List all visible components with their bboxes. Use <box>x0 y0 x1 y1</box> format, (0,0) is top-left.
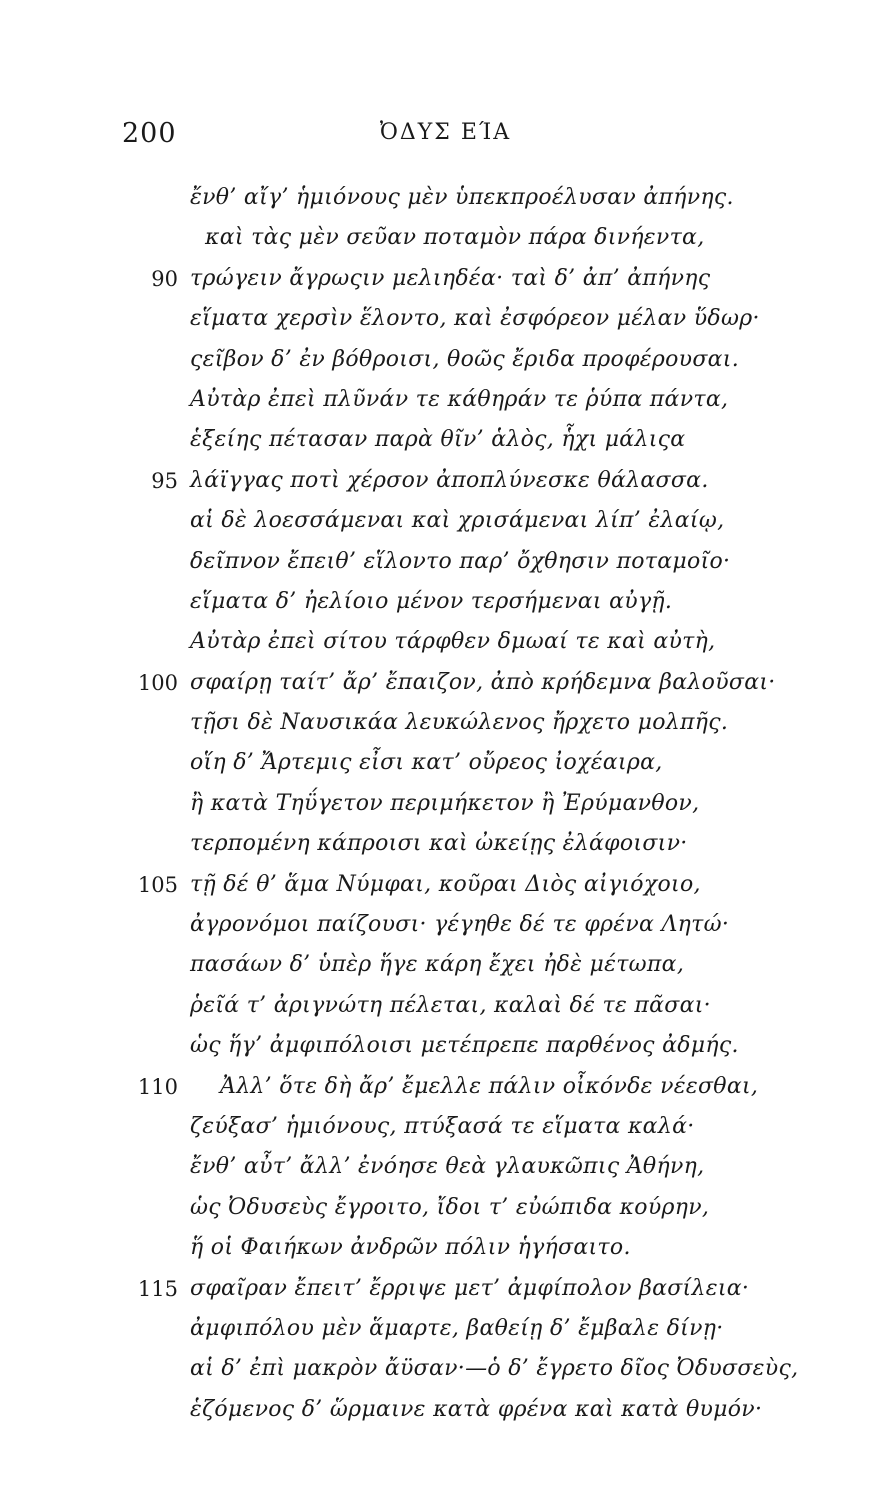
verse-line <box>0 582 891 622</box>
verse-line <box>0 542 891 582</box>
verse-text: Αὐτὰρ ἐπεὶ σίτου τάρφθεν δμωαί τε καὶ αὐτὴ, <box>190 629 716 655</box>
verse-line <box>0 1349 891 1389</box>
verse-text: τῇ δέ θ’ ἅμα Νύμφαι, κοῦραι Διὸς αἰγιόχοιο, <box>190 871 701 897</box>
verse-text: ζεύξασ’ ἡμιόνους, πτύξασά τε εἵματα καλά· <box>190 1113 695 1139</box>
verse-text: τῇσι δὲ Ναυσικάα λευκώλενος ἤρχετο μολπῆς. <box>190 710 729 736</box>
verse-line <box>0 663 891 703</box>
verse-text: ςεῖβον δ’ ἐν βόθροισι, θοῶς ἔριδα προφέρουσαι. <box>190 346 740 372</box>
page-number: 200 <box>122 118 177 149</box>
verse-text: σφαῖραν ἔπειτ’ ἔρριψε μετ’ ἀμφίπολον βασίλεια· <box>190 1275 750 1301</box>
running-title: ὈΔΥΣ ΕΊΑ <box>379 120 512 145</box>
verse-text: εἵματα χερσὶν ἕλοντο, καὶ ἐσφόρεον μέλαν ὕδωρ· <box>190 306 760 332</box>
verse-text: ἔνθ’ αὖτ’ ἄλλ’ ἐνόησε θεὰ γλαυκῶπις Ἀθήνη, <box>190 1154 705 1180</box>
verse-line <box>0 218 891 258</box>
verse-text: ἑζόμενος δ’ ὥρμαινε κατὰ φρένα καὶ κατὰ θυμόν· <box>190 1396 763 1422</box>
verse-text: λάϊγγας ποτὶ χέρσον ἀποπλύνεσκε θάλασσα. <box>190 467 709 493</box>
verse-text: σφαίρῃ ταίτ’ ἄρ’ ἔπαιζον, ἀπὸ κρήδεμνα βαλοῦσαι· <box>190 669 776 695</box>
verse-text: πασάων δ’ ὑπὲρ ἥγε κάρη ἔχει ἠδὲ μέτωπα, <box>190 952 685 978</box>
verse-line <box>0 259 891 299</box>
verse-line <box>0 420 891 460</box>
verse-line <box>0 1188 891 1228</box>
verse-line <box>0 703 891 743</box>
verse-line <box>0 178 891 218</box>
verse-text: ἀμφιπόλου μὲν ἅμαρτε, βαθείῃ δ’ ἔμβαλε δίνῃ· <box>190 1315 724 1341</box>
line-number: 95 <box>151 468 178 493</box>
verse-line <box>0 905 891 945</box>
verse-line <box>0 461 891 501</box>
line-number: 110 <box>137 1074 178 1099</box>
line-number: 90 <box>151 266 178 291</box>
verse-text: Ἀλλ’ ὅτε δὴ ἄρ’ ἔμελλε πάλιν οἶκόνδε νέεσθαι, <box>220 1073 759 1099</box>
verse-text: ἑξείης πέτασαν παρὰ θῖν’ ἁλὸς, ἧχι μάλιςα <box>190 427 686 453</box>
verse-text: τερπομένη κάπροισι καὶ ὠκείῃς ἐλάφοισιν· <box>190 831 688 857</box>
verse-text: ῥεῖά τ’ ἀριγνώτη πέλεται, καλαὶ δέ τε πᾶσαι· <box>190 992 711 1018</box>
verse-text: Αὐτὰρ ἐπεὶ πλῦνάν τε κάθηράν τε ῥύπα πάντα, <box>190 386 729 412</box>
verse-line <box>0 501 891 541</box>
verse-text: ὡς Ὀδυσεὺς ἔγροιτο, ἴδοι τ’ εὐώπιδα κούρην, <box>190 1194 710 1220</box>
verse-text: ἔνθ’ αἴγ’ ἡμιόνους μὲν ὑπεκπροέλυσαν ἀπήνης. <box>190 185 734 210</box>
verse-line <box>0 1026 891 1066</box>
page-header <box>0 112 891 162</box>
verse-line <box>0 743 891 783</box>
verse-text: καὶ τὰς μὲν σεῦαν ποταμὸν πάρα δινήεντα, <box>205 225 705 251</box>
line-number: 105 <box>137 872 178 897</box>
verse-line <box>0 380 891 420</box>
verse-line <box>0 1390 891 1430</box>
verse-line <box>0 1269 891 1309</box>
verse-text: αἱ δ’ ἐπὶ μακρὸν ἄϋσαν·—ὁ δ’ ἔγρετο δῖος Ὀδυσσεὺς, <box>190 1356 799 1382</box>
verse-text: εἵματα δ’ ἠελίοιο μένον τερσήμεναι αὐγῇ. <box>190 588 673 614</box>
line-number: 115 <box>137 1276 178 1301</box>
verse-text: ἥ οἱ Φαιήκων ἀνδρῶν πόλιν ἡγήσαιτο. <box>190 1235 631 1261</box>
verse-line <box>0 1228 891 1268</box>
verse-text: οἵη δ’ Ἄρτεμις εἶσι κατ’ οὔρεος ἰοχέαιρα, <box>190 750 663 776</box>
verse-text: ἀγρονόμοι παίζουσι· γέγηθε δέ τε φρένα Λητώ· <box>190 912 730 938</box>
verse-line <box>0 784 891 824</box>
verse-text: δεῖπνον ἔπειθ’ εἵλοντο παρ’ ὄχθησιν ποταμοῖο· <box>190 548 731 574</box>
verse-line <box>0 824 891 864</box>
verse-text: τρώγειν ἄγρωςιν μελιηδέα· ταὶ δ’ ἀπ’ ἀπήνης <box>190 265 711 291</box>
verse-text: ὡς ἥγ’ ἀμφιπόλοισι μετέπρεπε παρθένος ἀδμής. <box>190 1033 739 1059</box>
verse-line <box>0 986 891 1026</box>
verse-text-block <box>0 178 891 1430</box>
verse-line <box>0 1147 891 1187</box>
verse-line <box>0 1067 891 1107</box>
verse-line <box>0 340 891 380</box>
verse-line <box>0 622 891 662</box>
verse-text: αἱ δὲ λοεσσάμεναι καὶ χρισάμεναι λίπ’ ἐλαίῳ, <box>190 508 725 534</box>
verse-line <box>0 1107 891 1147</box>
line-number: 100 <box>137 670 178 695</box>
verse-line <box>0 299 891 339</box>
verse-text: ἢ κατὰ Τηΰγετον περιμήκετον ἢ Ἐρύμανθον, <box>190 790 700 816</box>
verse-line <box>0 945 891 985</box>
verse-line <box>0 865 891 905</box>
verse-line <box>0 1309 891 1349</box>
